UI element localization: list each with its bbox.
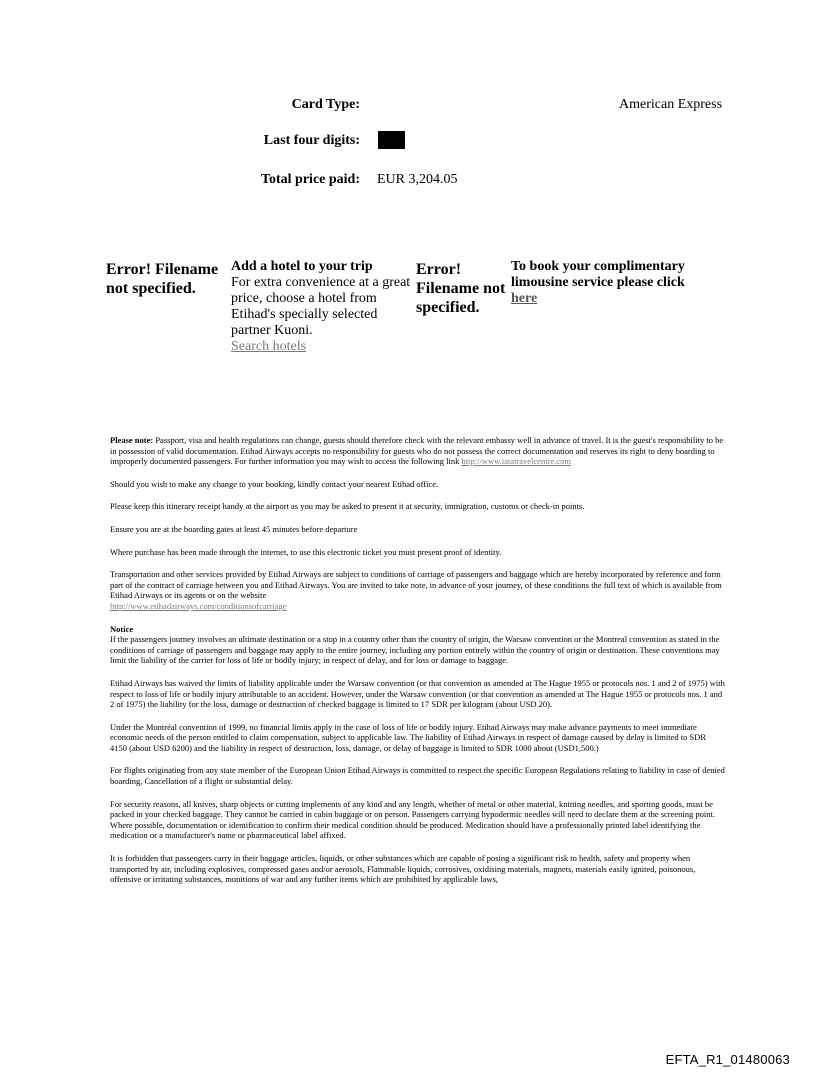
card-type-value: American Express	[619, 97, 723, 112]
total-price-label: Total price paid:	[260, 172, 360, 187]
hotel-promo-text: For extra convenience at a great price, choose a hotel from Etihad's specially selected partner Kuoni.	[231, 275, 411, 338]
conditions-text: Transportation and other services provided by Etihad Airways are subject to conditions of carriage of passengers and baggage which are hereby incorporated by reference and form part of the contract of carriage between you and Etihad Airways. You are invited to take note, in advance of your journey, of these conditions the full text of which is available from Etihad Airways or its agents or on the website	[110, 569, 722, 601]
notice-security: For security reasons, all knives, sharp objects or cutting implements of any kind and any length, whether of metal or other material, knitting needles, and sporting goods, must be packed in your checked baggage. They cannot be carried in cabin baggage or on person. Passengers carrying hypodermic needles will need to declare them at the screening point. Where possible, documentation or identification to confirm their medical condition should be produced. Medication should have a professionally printed label identifying the medication or a manufacturer's name or pharmaceutical label affixed.	[110, 798, 716, 841]
image-error-1: Error! Filename not specified.	[106, 261, 219, 297]
limo-here-link[interactable]: here	[511, 291, 538, 306]
notice-liability	[110, 624, 725, 666]
last-four-label: Last four digits:	[263, 133, 360, 148]
limo-promo	[511, 259, 711, 307]
conditions-link[interactable]: http://www.etihadairways.com/conditionsofcarriage	[110, 600, 287, 611]
notice-eu-regulations: For flights originating from any state member of the European Union Etihad Airways is committed to respect the specific European Regulations relating to liability in case of denied boarding, Cancellation of a flight or substantial delay.	[110, 765, 725, 787]
search-hotels-link[interactable]: Search hotels	[231, 339, 307, 354]
please-note-label: Please note:	[110, 435, 154, 445]
limo-promo-text: To book your complimentary limousine service please click	[511, 259, 685, 290]
notices-section	[110, 435, 725, 897]
iata-link[interactable]: http://www.iatatravelcentre.com	[461, 456, 571, 467]
notice-heading: Notice	[110, 623, 134, 634]
notice-passport	[110, 435, 725, 467]
notice-proof-identity: Where purchase has been made through the internet, to use this electronic ticket you must present proof of identity.	[110, 546, 502, 557]
hotel-promo	[231, 259, 415, 355]
image-error-2: Error! Filename not specified.	[416, 261, 506, 316]
card-type-label: Card Type:	[291, 97, 360, 112]
notice-change-booking: Should you wish to make any change to your booking, kindly contact your nearest Etihad office.	[110, 478, 439, 489]
notice-text: If the passengers journey involves an ultimate destination or a stop in a country other than the country of origin, the Warsaw convention or the Montreal convention as stated in the conditions of carriage of passengers and baggage may apply to the entire journey, including any portion entirely within the country of origin or destination. These conventions may limit the liability of the carrier for loss of life or bodily injury; in respect of delay, and for loss or damage to baggage.	[110, 634, 720, 666]
hotel-promo-title: Add a hotel to your trip	[231, 259, 373, 274]
notice-keep-receipt: Please keep this itinerary receipt handy at the airport as you may be asked to present it at security, immigration, customs or check-in points.	[110, 501, 585, 512]
notice-boarding-gates: Ensure you are at the boarding gates at least 45 minutes before departure	[110, 523, 358, 534]
notice-forbidden: It is forbidden that passengers carry in their baggage articles, liquids, or other substances which are capable of posing a significant risk to health, safety and property when transported by air, including explosives, compressed gases and/or aerosols, Flammable liquids, corrosives, oxidising materials, magnets, materials easily ignited, poisonous, offensive or irritating substances, munitions of war and any further items which are prohibited by applicable laws,	[110, 853, 696, 885]
notice-montreal: Under the Montréal convention of 1999, no financial limits apply in the case of loss of life or bodily injury. Etihad Airways may make advance payments to meet immediate economic needs of the person entitled to claim compensation, subject to applicable law. The liability of Etihad Airways in respect of damage caused by delay is limited to SDR 4150 (about USD 6200) and the liability in respect of destruction, loss, damage, or delay of baggage is limited to SDR 1000 about (USD1,500.)	[110, 721, 707, 753]
passport-text: Passport, visa and health regulations can change, guests should therefore check with the relevant embassy well in advance of travel. It is the guest's responsibility to be in possession of valid documentation. Etihad Airways accepts no responsibility for guests who do not possess the correct documentation and reserves its right to deny boarding to improperly documented passengers. For further information you may wish to access the following link	[110, 435, 724, 467]
notice-conditions	[110, 569, 725, 611]
redaction-box	[378, 131, 405, 149]
total-price-value: EUR 3,204.05	[377, 172, 458, 187]
notice-waived-limits: Etihad Airways has waived the limits of liability applicable under the Warsaw convention (or that convention as amended at The Hague 1955 or protocols nos. 1 and 2 of 1975) with respect to loss of life or bodily injury attributable to an accident. However, under the Warsaw convention (or that convention as amended at The Hague 1955 or protocols nos. 1 and 2 of 1975) the liability for the loss, damage or destruction of checked baggage is limited to 17 SDR per kilogram (about USD 20).	[110, 677, 725, 710]
document-id: EFTA_R1_01480063	[665, 1052, 790, 1067]
